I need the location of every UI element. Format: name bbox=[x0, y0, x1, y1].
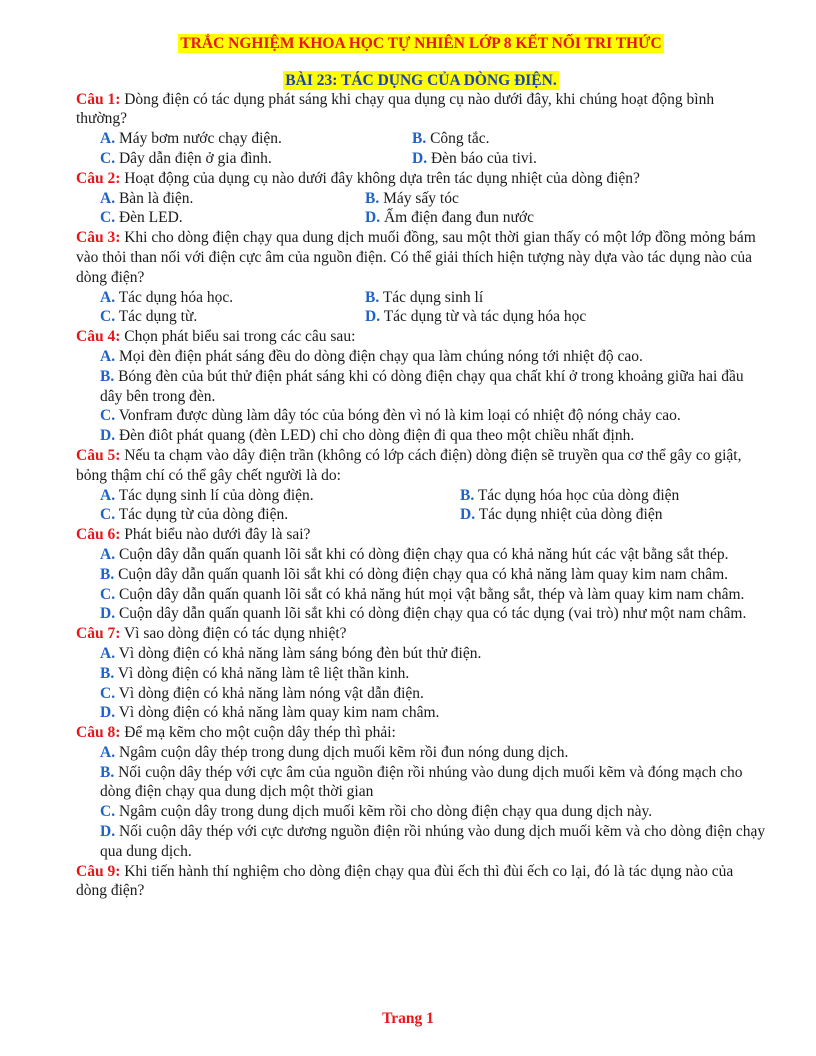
option-d bbox=[412, 149, 537, 169]
question-8 bbox=[76, 723, 766, 743]
lesson-title: BÀI 23: TÁC DỤNG CỦA DÒNG ĐIỆN. bbox=[285, 71, 557, 89]
options-row bbox=[76, 486, 766, 506]
option-letter: B. bbox=[460, 486, 475, 504]
option-letter: A. bbox=[100, 288, 116, 306]
option-letter: A. bbox=[100, 743, 116, 761]
question-3 bbox=[76, 228, 766, 287]
option-d bbox=[365, 208, 534, 228]
option-text: Tác dụng từ và tác dụng hóa học bbox=[383, 308, 587, 326]
option-text: Tác dụng từ. bbox=[118, 308, 198, 326]
options-row bbox=[76, 505, 766, 525]
option-b bbox=[76, 367, 766, 407]
option-letter: C. bbox=[100, 684, 116, 702]
option-c bbox=[76, 585, 766, 605]
document-title: TRẮC NGHIỆM KHOA HỌC TỰ NHIÊN LỚP 8 KẾT NỐI TRI THỨC bbox=[180, 35, 662, 52]
option-letter: B. bbox=[100, 664, 115, 682]
question-5 bbox=[76, 446, 766, 486]
options-row bbox=[76, 208, 766, 228]
options-row bbox=[76, 307, 766, 327]
option-a bbox=[100, 486, 460, 506]
question-text: Hoạt động của dụng cụ nào dưới đây không dựa trên tác dụng nhiệt của dòng điện? bbox=[124, 169, 640, 187]
option-text: Đèn điôt phát quang (đèn LED) chỉ cho dòng điện đi qua theo một chiều nhất định. bbox=[118, 427, 635, 445]
option-b bbox=[76, 763, 766, 803]
option-text: Ngâm cuộn dây thép trong dung dịch muối kẽm rồi đun nóng dung dịch. bbox=[118, 743, 569, 761]
option-c bbox=[76, 684, 766, 704]
option-text: Bàn là điện. bbox=[118, 189, 194, 207]
title-block bbox=[76, 34, 766, 54]
option-a bbox=[100, 288, 365, 308]
option-text: Ngâm cuộn dây trong dung dịch muối kẽm rồi cho dòng điện chạy qua dung dịch này. bbox=[118, 803, 653, 821]
options-row bbox=[76, 189, 766, 209]
option-text: Tác dụng nhiệt của dòng điện bbox=[478, 506, 663, 524]
option-letter: D. bbox=[365, 308, 381, 326]
option-text: Vì dòng điện có khả năng làm nóng vật dẫn điện. bbox=[118, 684, 424, 702]
question-text: Dòng điện có tác dụng phát sáng khi chạy qua dụng cụ nào dưới đây, khi chúng hoạt động bình thường? bbox=[76, 90, 715, 128]
option-letter: C. bbox=[100, 506, 116, 524]
option-a bbox=[76, 545, 766, 565]
question-1 bbox=[76, 90, 766, 130]
option-text: Đèn báo của tivi. bbox=[430, 149, 537, 167]
option-letter: B. bbox=[412, 130, 427, 148]
question-text: Phát biểu nào dưới đây là sai? bbox=[124, 526, 311, 544]
option-d bbox=[365, 307, 586, 327]
option-text: Vì dòng điện có khả năng làm tê liệt thần kinh. bbox=[117, 664, 410, 682]
option-text: Công tắc. bbox=[430, 130, 490, 148]
option-text: Vonfram được dùng làm dây tóc của bóng đèn vì nó là kim loại có nhiệt độ nóng chảy cao. bbox=[118, 407, 681, 425]
question-label: Câu 4: bbox=[76, 328, 121, 346]
option-letter: D. bbox=[100, 823, 116, 841]
option-text: Cuộn dây dẫn quấn quanh lõi sắt khi có dòng điện chạy qua có khả năng làm quay kim nam châm. bbox=[118, 565, 729, 583]
option-text: Cuộn dây dẫn quấn quanh lõi sắt khi có dòng điện chạy qua có tác dụng (vai trò) như một nam châm. bbox=[118, 605, 747, 623]
option-d bbox=[76, 426, 766, 446]
options-row bbox=[76, 129, 766, 149]
option-c bbox=[100, 307, 365, 327]
option-text: Tác dụng sinh lí của dòng điện. bbox=[118, 486, 314, 504]
option-c bbox=[76, 802, 766, 822]
option-letter: B. bbox=[100, 565, 115, 583]
option-text: Tác dụng từ của dòng điện. bbox=[118, 506, 289, 524]
option-text: Vì dòng điện có khả năng làm sáng bóng đèn bút thử điện. bbox=[118, 644, 482, 662]
option-a bbox=[100, 189, 365, 209]
question-label: Câu 5: bbox=[76, 446, 121, 464]
option-letter: B. bbox=[100, 763, 115, 781]
option-text: Máy sấy tóc bbox=[383, 189, 459, 207]
options-row bbox=[76, 149, 766, 169]
option-b bbox=[365, 189, 459, 209]
option-letter: C. bbox=[100, 308, 116, 326]
option-a bbox=[76, 743, 766, 763]
option-letter: C. bbox=[100, 803, 116, 821]
option-letter: C. bbox=[100, 407, 116, 425]
option-d bbox=[76, 703, 766, 723]
option-a bbox=[100, 129, 412, 149]
option-c bbox=[100, 208, 365, 228]
option-b bbox=[412, 129, 490, 149]
option-text: Nối cuộn dây thép với cực dương nguồn điện rồi nhúng vào dung dịch muối kẽm và cho dòng điện chạy qua dung dịch. bbox=[100, 823, 766, 860]
question-text: Khi tiến hành thí nghiệm cho dòng điện chạy qua đùi ếch thì đùi ếch co lại, đó là tác dụng nào của dòng điện? bbox=[76, 862, 734, 900]
question-text: Khi cho dòng điện chạy qua dung dịch muối đồng, sau một thời gian thấy có một lớp đồng mỏng bám vào thỏi than nối với điện cực âm của nguồn điện. Có thể giải thích hiện tượng này dựa vào tác dụng nào của dòng điện? bbox=[76, 229, 756, 286]
option-b bbox=[76, 664, 766, 684]
option-b bbox=[76, 565, 766, 585]
option-letter: B. bbox=[100, 367, 115, 385]
document-page bbox=[76, 34, 766, 901]
option-letter: D. bbox=[365, 209, 381, 227]
option-text: Dây dẫn điện ở gia đình. bbox=[118, 149, 272, 167]
question-label: Câu 3: bbox=[76, 229, 121, 247]
option-letter: B. bbox=[365, 189, 380, 207]
option-letter: D. bbox=[100, 427, 116, 445]
question-label: Câu 8: bbox=[76, 724, 121, 742]
question-label: Câu 2: bbox=[76, 169, 121, 187]
option-letter: B. bbox=[365, 288, 380, 306]
question-text: Chọn phát biểu sai trong các câu sau: bbox=[124, 328, 356, 346]
option-c bbox=[100, 149, 412, 169]
option-text: Mọi đèn điện phát sáng đều do dòng điện chạy qua làm chúng nóng tới nhiệt độ cao. bbox=[118, 347, 643, 365]
question-text: Để mạ kẽm cho một cuộn dây thép thì phải: bbox=[124, 724, 396, 742]
question-label: Câu 1: bbox=[76, 90, 121, 108]
option-text: Đèn LED. bbox=[118, 209, 183, 227]
question-text: Nếu ta chạm vào dây điện trần (không có lớp cách điện) dòng điện sẽ truyền qua cơ thể gây co giật, bỏng thậm chí có thể gây chết người là do: bbox=[76, 446, 742, 484]
lesson-block bbox=[76, 71, 766, 91]
options-row bbox=[76, 288, 766, 308]
option-c bbox=[100, 505, 460, 525]
page-footer bbox=[0, 1010, 816, 1028]
option-text: Vì dòng điện có khả năng làm quay kim nam châm. bbox=[118, 704, 440, 722]
option-text: Cuộn dây dẫn quấn quanh lõi sắt khi có dòng điện chạy qua có khả năng hút các vật bằng sắt thép. bbox=[118, 545, 729, 563]
option-text: Ấm điện đang đun nước bbox=[383, 209, 534, 227]
option-d bbox=[460, 505, 662, 525]
question-2 bbox=[76, 169, 766, 189]
option-text: Máy bơm nước chạy điện. bbox=[118, 130, 282, 148]
option-text: Nối cuộn dây thép với cực âm của nguồn điện rồi nhúng vào dung dịch muối kẽm và đóng mạch cho dòng điện chạy qua dung dịch một thời gian bbox=[100, 763, 743, 801]
option-letter: C. bbox=[100, 209, 116, 227]
option-d bbox=[76, 822, 766, 862]
question-6 bbox=[76, 525, 766, 545]
option-letter: A. bbox=[100, 486, 116, 504]
question-4 bbox=[76, 327, 766, 347]
option-text: Tác dụng sinh lí bbox=[382, 288, 484, 306]
question-7 bbox=[76, 624, 766, 644]
option-c bbox=[76, 406, 766, 426]
option-letter: A. bbox=[100, 644, 116, 662]
option-letter: C. bbox=[100, 149, 116, 167]
option-letter: A. bbox=[100, 130, 116, 148]
option-letter: D. bbox=[100, 704, 116, 722]
option-d bbox=[76, 604, 766, 624]
option-a bbox=[76, 347, 766, 367]
question-9 bbox=[76, 862, 766, 902]
question-label: Câu 7: bbox=[76, 625, 121, 643]
question-label: Câu 9: bbox=[76, 862, 121, 880]
option-letter: A. bbox=[100, 347, 116, 365]
question-text: Vì sao dòng điện có tác dụng nhiệt? bbox=[123, 625, 347, 643]
option-text: Tác dụng hóa học của dòng điện bbox=[477, 486, 680, 504]
option-text: Tác dụng hóa học. bbox=[118, 288, 234, 306]
option-letter: D. bbox=[100, 605, 116, 623]
option-letter: A. bbox=[100, 189, 116, 207]
question-label: Câu 6: bbox=[76, 526, 121, 544]
option-a bbox=[76, 644, 766, 664]
option-b bbox=[460, 486, 679, 506]
option-letter: D. bbox=[460, 506, 476, 524]
option-letter: A. bbox=[100, 545, 116, 563]
option-letter: D. bbox=[412, 149, 428, 167]
option-text: Bóng đèn của bút thử điện phát sáng khi có dòng điện chạy qua chất khí ở trong khoảng giữa hai đầu dây bên trong đèn. bbox=[100, 367, 744, 405]
option-b bbox=[365, 288, 483, 308]
option-letter: C. bbox=[100, 585, 116, 603]
page-number: Trang 1 bbox=[382, 1010, 434, 1027]
option-text: Cuộn dây dẫn quấn quanh lõi sắt có khả năng hút mọi vật bằng sắt, thép và làm quay kim nam châm. bbox=[118, 585, 745, 603]
